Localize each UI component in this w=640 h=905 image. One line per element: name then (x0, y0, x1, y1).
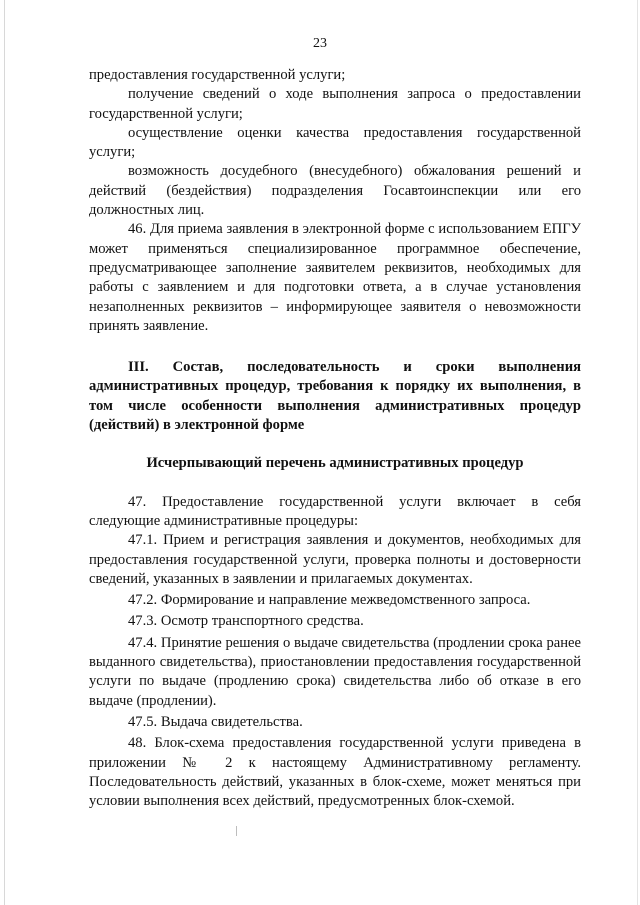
list-item-appeal: возможность досудебного (внесудебного) обжалования решений и действий (бездействия) подразделения Госавтоинспекции или его должностных лиц. (89, 163, 581, 219)
paragraph-48: 48. Блок-схема предоставления государственной услуги приведена в приложении № 2 к настоящему Административному регламенту. Последовательность действий, указанных в блок-схеме, может меняться при условии выполнения всех действий, предусмотренных блок-схемой. (89, 735, 581, 810)
paragraph-continuation: предоставления государственной услуги; (89, 67, 346, 83)
section-heading-iii: III. Состав, последовательность и сроки выполнения административных процедур, требования к порядку их выполнения, в том числе особенности выполнения административных процедур (действий) в электронной форме (89, 359, 581, 434)
scan-edge-left (4, 0, 5, 905)
paragraph-47-3: 47.3. Осмотр транспортного средства. (128, 613, 364, 630)
page-number: 23 (313, 36, 327, 51)
paragraph-47: 47. Предоставление государственной услуги включает в себя следующие административные процедуры: (89, 493, 581, 529)
paragraph-47-5: 47.5. Выдача свидетельства. (128, 713, 303, 730)
scan-artifact (236, 826, 237, 836)
document-body (89, 66, 581, 811)
paragraph-47-1: 47.1. Прием и регистрация заявления и документов, необходимых для предоставления государственной услуги, проверка полноты и достоверности сведений, указанных в заявлении и прилагаемых документах. (89, 532, 581, 587)
paragraph-47-2: 47.2. Формирование и направление межведомственного запроса. (128, 592, 531, 609)
list-item-status-info: получение сведений о ходе выполнения запроса о предоставлении государственной услуги; (89, 86, 581, 122)
scan-edge-right (637, 0, 638, 905)
paragraph-47-4: 47.4. Принятие решения о выдаче свидетельства (продлении срока ранее выданного свидетельства), приостановлении предоставления государственной услуги по выдаче (продлению срока) свидетельства либо об отказе в его выдаче (продлении). (89, 634, 581, 709)
subheading-procedures-list: Исчерпывающий перечень административных процедур (146, 455, 524, 472)
list-item-quality-assessment: осуществление оценки качества предоставления государственной услуги; (89, 124, 581, 161)
paragraph-46: 46. Для приема заявления в электронной форме с использованием ЕПГУ может применяться специализированное программное обеспечение, предусматривающее заполнение заявителем реквизитов, необходимых для работы с заявлением и для подготовки ответа, а в случае установления незаполненных реквизитов – информирующее заявителя о невозможности принять заявление. (89, 221, 581, 334)
